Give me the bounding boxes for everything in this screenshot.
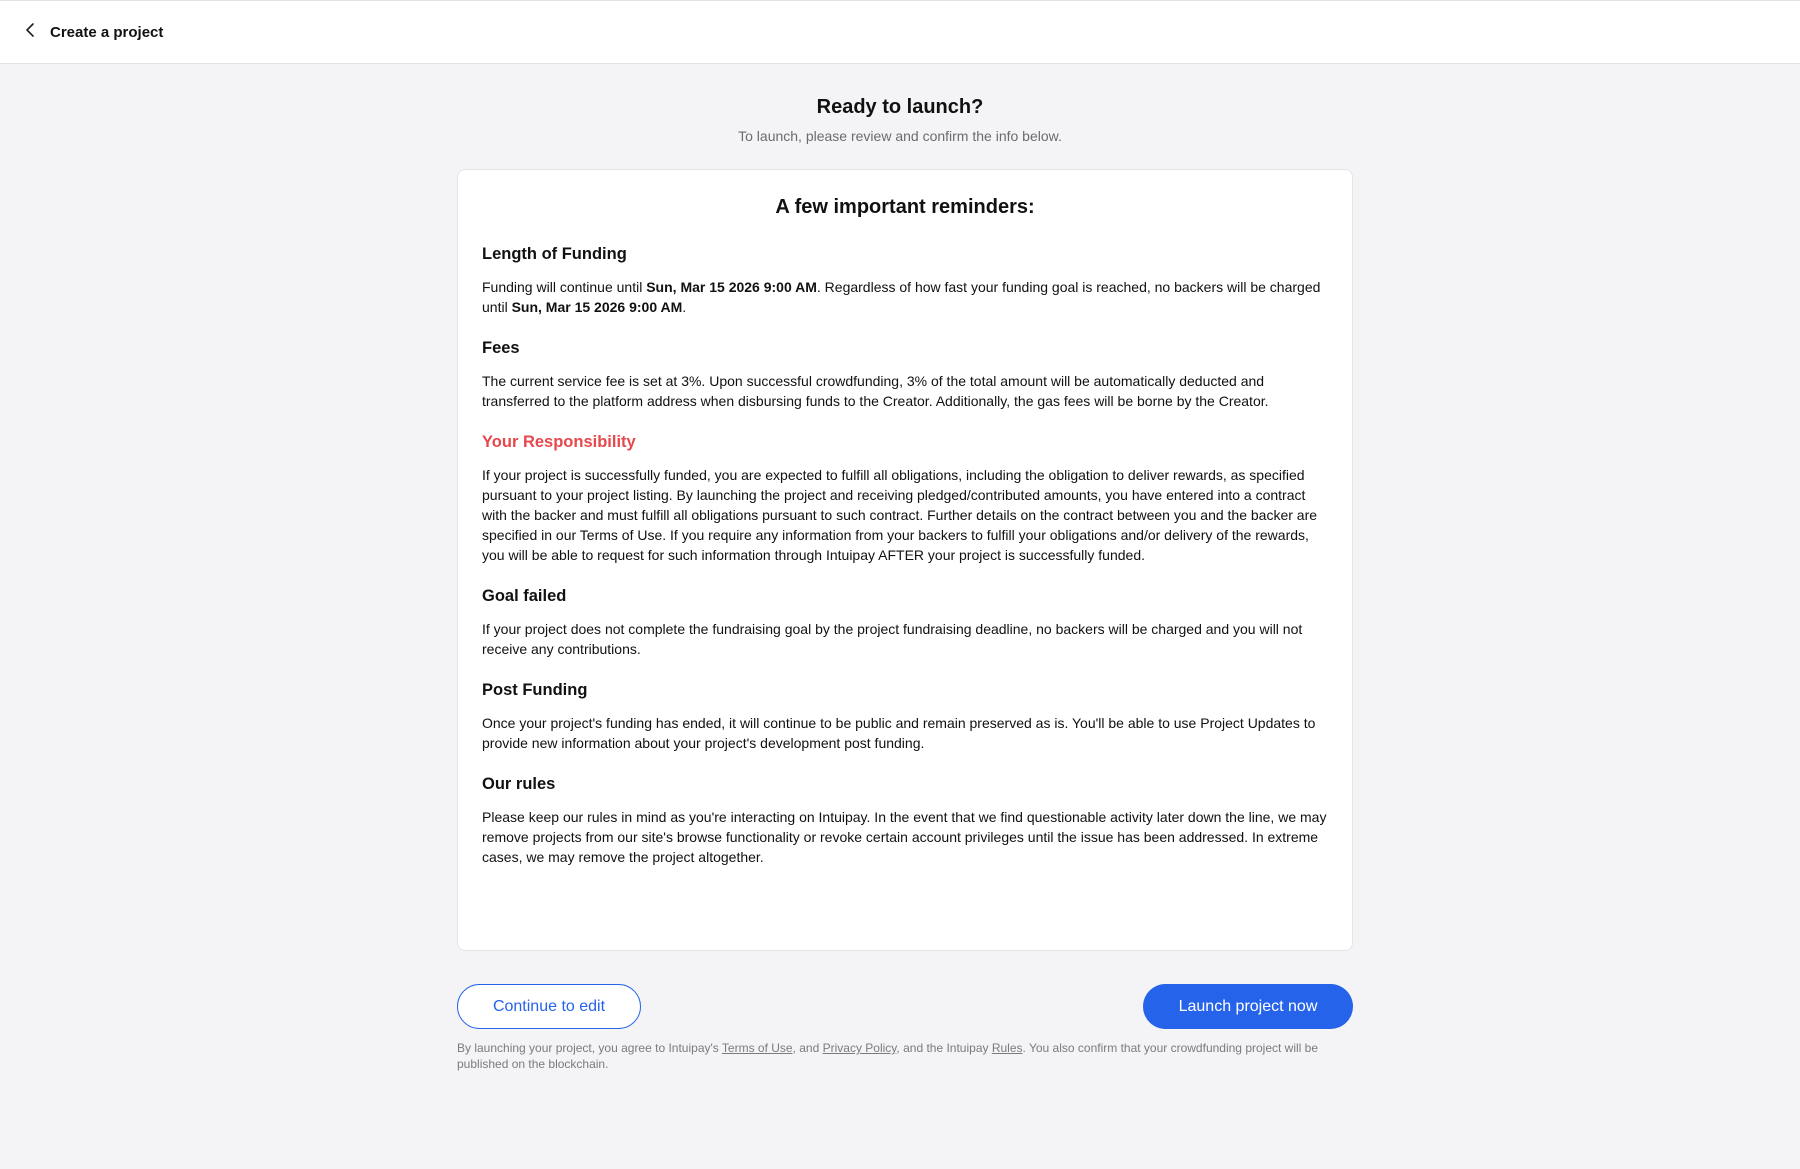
- section-title: Post Funding: [482, 681, 588, 699]
- section-title: Length of Funding: [482, 245, 627, 263]
- charge-date: Sun, Mar 15 2026 9:00 AM: [511, 299, 683, 315]
- section-title: Goal failed: [482, 587, 567, 605]
- body-text: .: [682, 299, 687, 315]
- legal-text: . You also confirm that your crowdfunding project will be published on the blockchain.: [457, 1041, 1319, 1071]
- section-title: Fees: [482, 339, 520, 357]
- section-body: Once your project's funding has ended, it will continue to be public and remain preserved as is. You'll be able to use Project Updates to provide new information about your project's development post funding.: [482, 715, 1316, 751]
- section-title: Your Responsibility: [482, 433, 636, 451]
- legal-text: , and: [792, 1041, 823, 1055]
- section-post-funding: [482, 681, 1328, 753]
- page-title: Ready to launch?: [816, 96, 984, 118]
- legal-notice: [457, 1040, 1357, 1072]
- terms-of-use-link[interactable]: Terms of Use: [721, 1041, 793, 1055]
- back-button[interactable]: [24, 22, 163, 43]
- section-body: [482, 277, 1328, 317]
- header-title: Create a project: [50, 23, 164, 41]
- legal-text: , and the Intuipay: [896, 1041, 992, 1055]
- legal-text: By launching your project, you agree to Intuipay's: [457, 1041, 722, 1055]
- section-body: If your project is successfully funded, you are expected to fulfill all obligations, including the obligation to deliver rewards, as specified pursuant to your project listing. By launching the project and receiving pledged/contributed amounts, you have entered into a contract with the backer and must fulfill all obligations pursuant to such contract. Further details on the contract between you and the backer are specified in our Terms of Use. If you require any information from your backers to fulfill your obligations and/or delivery of the rewards, you will be able to request for such information through Intuipay AFTER your project is successfully funded.: [482, 467, 1318, 563]
- section-title: Our rules: [482, 775, 556, 793]
- section-length-of-funding: [482, 245, 1328, 317]
- chevron-left-icon: [24, 22, 38, 43]
- continue-to-edit-button[interactable]: Continue to edit: [457, 984, 641, 1029]
- card-title: A few important reminders:: [775, 196, 1035, 218]
- section-body: Please keep our rules in mind as you're interacting on Intuipay. In the event that we find questionable activity later down the line, we may remove projects from our site's browse functionality or revoke certain account privileges until the issue has been addressed. In extreme cases, we may remove the project altogether.: [482, 809, 1327, 865]
- page-subtitle: To launch, please review and confirm the info below.: [738, 128, 1062, 144]
- section-your-responsibility: [482, 433, 1328, 565]
- section-body: If your project does not complete the fundraising goal by the project fundraising deadline, no backers will be charged and you will not receive any contributions.: [482, 621, 1303, 657]
- rules-link[interactable]: Rules: [991, 1041, 1023, 1055]
- privacy-policy-link[interactable]: Privacy Policy: [822, 1041, 897, 1055]
- section-fees: [482, 339, 1328, 411]
- body-text: . Regardless of how fast your funding goal is reached, no backers will be charged until: [482, 279, 1321, 315]
- section-our-rules: [482, 775, 1328, 867]
- body-text: Funding will continue until: [482, 279, 647, 295]
- section-goal-failed: [482, 587, 1328, 659]
- funding-end-date: Sun, Mar 15 2026 9:00 AM: [646, 279, 817, 295]
- launch-project-button[interactable]: Launch project now: [1143, 984, 1353, 1029]
- section-body: The current service fee is set at 3%. Upon successful crowdfunding, 3% of the total amount will be automatically deducted and transferred to the platform address when disbursing funds to the Creator. Additionally, the gas fees will be borne by the Creator.: [482, 373, 1269, 409]
- reminders-card: [457, 169, 1353, 951]
- top-bar: [0, 0, 1800, 64]
